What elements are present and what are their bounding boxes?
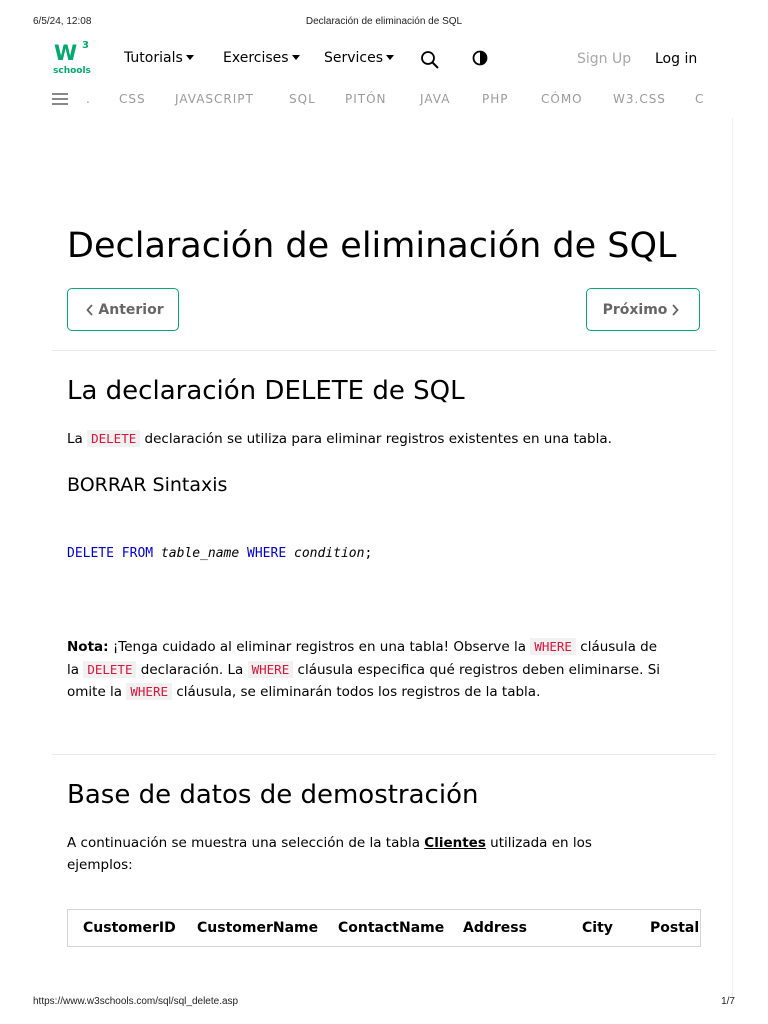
note-text: cláusula especifica qué registros deben eliminarse. Si bbox=[297, 661, 661, 678]
inline-code-where: WHERE bbox=[126, 683, 172, 700]
next-button[interactable] bbox=[586, 288, 700, 331]
caret-down-icon bbox=[292, 55, 300, 60]
contrast-toggle-icon[interactable] bbox=[472, 50, 488, 66]
code-keyword-where: WHERE bbox=[247, 546, 287, 561]
nav-services-label: Services bbox=[324, 50, 384, 66]
w3schools-logo[interactable] bbox=[52, 38, 94, 76]
subnav-item-java[interactable]: JAVA bbox=[420, 92, 451, 106]
inline-code-where: WHERE bbox=[248, 661, 294, 678]
caret-down-icon bbox=[386, 55, 394, 60]
code-semicolon: ; bbox=[364, 546, 373, 561]
note-text: omite la bbox=[67, 684, 123, 700]
svg-text:W: W bbox=[54, 41, 78, 65]
note-text: cláusula, se eliminarán todos los registros de la tabla. bbox=[176, 684, 541, 700]
subnav-item-w3css[interactable]: W3.CSS bbox=[613, 92, 666, 106]
table-header-postal: Postal bbox=[650, 920, 700, 936]
print-datetime: 6/5/24, 12:08 bbox=[33, 16, 92, 27]
subnav-item-c[interactable]: C bbox=[695, 92, 705, 106]
note-text: declaración. La bbox=[140, 661, 244, 678]
divider bbox=[52, 350, 716, 351]
subnav-item-sql[interactable]: SQL bbox=[289, 92, 316, 106]
print-header bbox=[0, 16, 768, 30]
note-label: Nota: bbox=[67, 639, 109, 655]
divider bbox=[52, 754, 716, 755]
syntax-code-block bbox=[67, 546, 372, 561]
intro-text-pre: La bbox=[67, 431, 83, 447]
previous-button-label: Anterior bbox=[98, 301, 164, 318]
inline-code-delete: DELETE bbox=[87, 430, 140, 447]
subnav-item-python[interactable]: PITÓN bbox=[345, 92, 387, 106]
intro-text-post: declaración se utiliza para eliminar registros existentes en una tabla. bbox=[144, 431, 612, 447]
log-in-link[interactable]: Log in bbox=[655, 51, 698, 67]
logo-text: schools bbox=[53, 66, 91, 76]
print-url: https://www.w3schools.com/sql/sql_delete.asp bbox=[33, 996, 239, 1007]
demo-intro-post2: ejemplos: bbox=[67, 857, 133, 873]
note-paragraph bbox=[67, 636, 707, 704]
page-title: Declaración de eliminación de SQL bbox=[67, 226, 677, 266]
code-keyword-delete-from: DELETE FROM bbox=[67, 546, 154, 561]
note-text: la bbox=[67, 661, 80, 678]
section-heading-delete: La declaración DELETE de SQL bbox=[67, 376, 465, 406]
content-border bbox=[732, 118, 733, 998]
table-header-customerid: CustomerID bbox=[83, 920, 176, 936]
nav-exercises-label: Exercises bbox=[223, 50, 289, 66]
note-text: ¡Tenga cuidado al eliminar registros en una tabla! Observe la bbox=[112, 639, 527, 655]
clientes-link[interactable]: Clientes bbox=[424, 835, 486, 851]
nav-exercises[interactable] bbox=[223, 50, 300, 66]
hamburger-menu-icon[interactable] bbox=[52, 93, 68, 105]
code-table-name: table_name bbox=[160, 546, 240, 561]
table-header-address: Address bbox=[463, 920, 527, 936]
subnav-item-css[interactable]: CSS bbox=[119, 92, 146, 106]
subnav-item-html[interactable]: . bbox=[86, 92, 91, 106]
top-navigation bbox=[52, 38, 712, 82]
print-page-number: 1/7 bbox=[721, 996, 735, 1007]
next-button-label: Próximo bbox=[602, 301, 668, 318]
inline-code-where: WHERE bbox=[530, 638, 576, 655]
nav-tutorials[interactable] bbox=[124, 50, 194, 66]
chevron-left-icon bbox=[86, 304, 94, 316]
customers-table bbox=[67, 909, 701, 947]
demo-intro-pre: A continuación se muestra una selección de la tabla bbox=[67, 835, 420, 851]
search-icon[interactable] bbox=[420, 50, 440, 70]
chevron-right-icon bbox=[671, 304, 679, 316]
logo-superscript: 3 bbox=[82, 40, 89, 51]
subnav-item-javascript[interactable]: JAVASCRIPT bbox=[175, 92, 254, 106]
section-heading-demo-database: Base de datos de demostración bbox=[67, 780, 479, 810]
delete-intro-text bbox=[67, 428, 707, 450]
table-header-contactname: ContactName bbox=[338, 920, 445, 936]
subnav-item-php[interactable]: PHP bbox=[482, 92, 509, 106]
caret-down-icon bbox=[186, 55, 194, 60]
demo-intro-text bbox=[67, 832, 707, 876]
code-condition: condition bbox=[294, 546, 365, 561]
print-doc-title: Declaración de eliminación de SQL bbox=[305, 16, 463, 27]
subject-navigation bbox=[52, 90, 705, 112]
subnav-item-howto[interactable]: CÓMO bbox=[541, 92, 583, 106]
syntax-heading: BORRAR Sintaxis bbox=[67, 474, 228, 496]
demo-intro-post: utilizada en los bbox=[490, 835, 592, 851]
nav-tutorials-label: Tutorials bbox=[124, 50, 183, 66]
print-footer bbox=[0, 996, 768, 1010]
nav-services[interactable] bbox=[324, 50, 394, 66]
sign-up-link[interactable]: Sign Up bbox=[577, 51, 632, 67]
table-header-city: City bbox=[582, 920, 613, 936]
table-header-customername: CustomerName bbox=[197, 920, 319, 936]
note-text: cláusula de bbox=[580, 639, 658, 655]
inline-code-delete: DELETE bbox=[83, 661, 136, 678]
previous-button[interactable] bbox=[67, 288, 179, 331]
